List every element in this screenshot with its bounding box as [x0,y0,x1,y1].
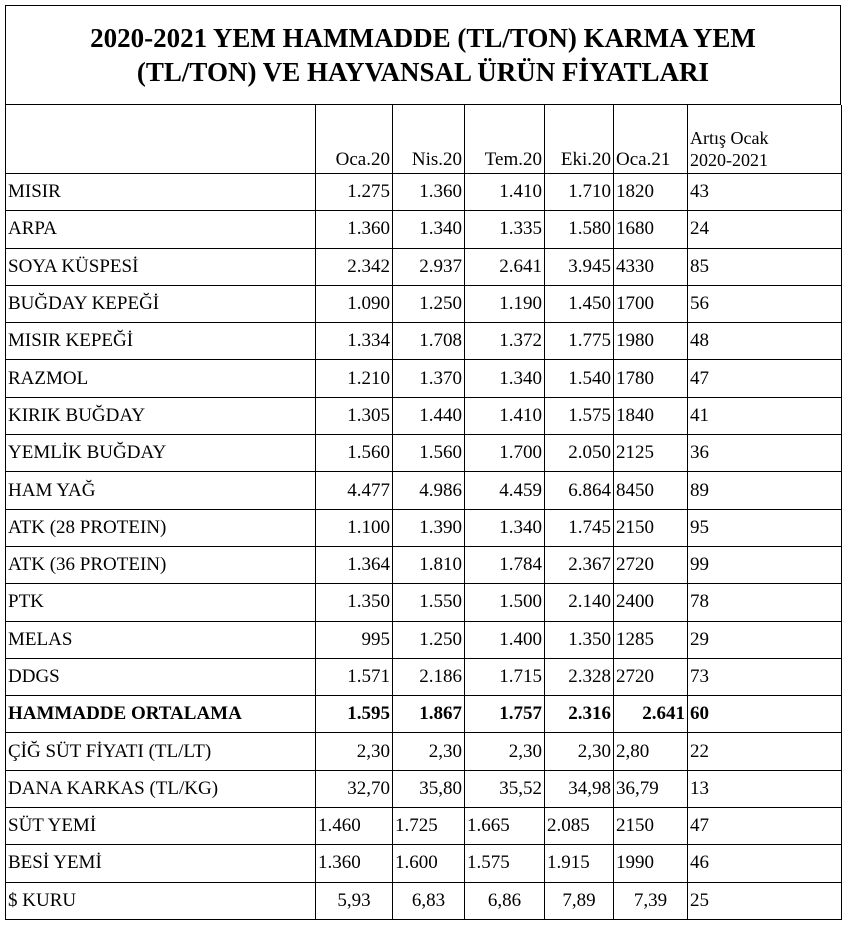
value-cell: 6.864 [545,472,614,509]
table-row [6,845,842,882]
row-label: ARPA [6,211,316,248]
table-row [6,174,842,211]
value-cell: 2,30 [465,733,545,770]
row-label: BESİ YEMİ [6,845,316,882]
value-cell: 2.085 [545,808,614,845]
header-cell-tem20: Tem.20 [465,105,545,174]
value-cell: 1.715 [465,658,545,695]
value-cell: 1.757 [465,696,545,733]
table-row [6,211,842,248]
value-cell: 1285 [614,621,688,658]
table-row [6,509,842,546]
value-cell: 25 [688,882,842,919]
value-cell: 1.360 [393,174,465,211]
table-row [6,285,842,322]
value-cell: 1990 [614,845,688,882]
value-cell: 5,93 [316,882,393,919]
value-cell: 2400 [614,584,688,621]
value-cell: 47 [688,360,842,397]
row-label: SOYA KÜSPESİ [6,248,316,285]
table-row [6,435,842,472]
value-cell: 73 [688,658,842,695]
value-cell: 1.090 [316,285,393,322]
value-cell: 1.775 [545,323,614,360]
value-cell: 1.410 [465,174,545,211]
value-cell: 1.500 [465,584,545,621]
table-row [6,733,842,770]
row-label: PTK [6,584,316,621]
header-artis-line-1: Artış Ocak [690,128,769,148]
value-cell: 1.350 [545,621,614,658]
value-cell: 2.641 [465,248,545,285]
table-row [6,658,842,695]
value-cell: 1.915 [545,845,614,882]
value-cell: 2.140 [545,584,614,621]
value-cell: 6,86 [465,882,545,919]
value-cell: 1.867 [393,696,465,733]
value-cell: 1.340 [393,211,465,248]
value-cell: 89 [688,472,842,509]
table-row [6,621,842,658]
value-cell: 2.316 [545,696,614,733]
value-cell: 1.600 [393,845,465,882]
value-cell: 1.340 [465,509,545,546]
value-cell: 2,80 [614,733,688,770]
value-cell: 1.784 [465,546,545,583]
value-cell: 1.305 [316,397,393,434]
value-cell: 1980 [614,323,688,360]
value-cell: 1.700 [465,435,545,472]
header-artis-line-2: 2020-2021 [690,150,768,170]
value-cell: 1.580 [545,211,614,248]
value-cell: 85 [688,248,842,285]
price-document [5,5,841,920]
value-cell: 1.540 [545,360,614,397]
value-cell: 1.390 [393,509,465,546]
value-cell: 1.335 [465,211,545,248]
row-label: RAZMOL [6,360,316,397]
table-row [6,472,842,509]
value-cell: 2.342 [316,248,393,285]
header-cell-name [6,105,316,174]
row-label: $ KURU [6,882,316,919]
title-line-1: 2020-2021 YEM HAMMADDE (TL/TON) KARMA YEM [90,23,756,53]
header-cell-nis20: Nis.20 [393,105,465,174]
value-cell: 1.571 [316,658,393,695]
value-cell: 41 [688,397,842,434]
table-row [6,360,842,397]
value-cell: 1.575 [545,397,614,434]
value-cell: 1.100 [316,509,393,546]
value-cell: 60 [688,696,842,733]
value-cell: 56 [688,285,842,322]
value-cell: 2.186 [393,658,465,695]
row-label: YEMLİK BUĞDAY [6,435,316,472]
value-cell: 2.367 [545,546,614,583]
table-row [6,770,842,807]
value-cell: 1.250 [393,621,465,658]
value-cell: 1.372 [465,323,545,360]
row-label: KIRIK BUĞDAY [6,397,316,434]
value-cell: 2125 [614,435,688,472]
value-cell: 7,39 [614,882,688,919]
value-cell: 1680 [614,211,688,248]
value-cell: 1.575 [465,845,545,882]
value-cell: 1.665 [465,808,545,845]
value-cell: 1.275 [316,174,393,211]
value-cell: 1820 [614,174,688,211]
value-cell: 2150 [614,509,688,546]
row-label: MISIR KEPEĞİ [6,323,316,360]
value-cell: 1.725 [393,808,465,845]
value-cell: 1.440 [393,397,465,434]
header-cell-artis [688,105,842,174]
table-header-row [6,105,842,174]
value-cell: 2,30 [393,733,465,770]
table-row [6,323,842,360]
value-cell: 3.945 [545,248,614,285]
value-cell: 1.410 [465,397,545,434]
row-label: DANA KARKAS (TL/KG) [6,770,316,807]
value-cell: 2720 [614,658,688,695]
table-row [6,546,842,583]
value-cell: 1700 [614,285,688,322]
value-cell: 7,89 [545,882,614,919]
header-cell-oca21: Oca.21 [614,105,688,174]
value-cell: 1.560 [316,435,393,472]
value-cell: 1.560 [393,435,465,472]
title-box [5,5,841,105]
value-cell: 29 [688,621,842,658]
value-cell: 4.477 [316,472,393,509]
row-label: ATK (36 PROTEIN) [6,546,316,583]
value-cell: 1.450 [545,285,614,322]
value-cell: 48 [688,323,842,360]
value-cell: 1.710 [545,174,614,211]
value-cell: 36 [688,435,842,472]
value-cell: 1.745 [545,509,614,546]
value-cell: 99 [688,546,842,583]
value-cell: 4.459 [465,472,545,509]
table-row [6,696,842,733]
value-cell: 1.460 [316,808,393,845]
value-cell: 2,30 [545,733,614,770]
value-cell: 2.937 [393,248,465,285]
value-cell: 35,52 [465,770,545,807]
title-line-2: (TL/TON) VE HAYVANSAL ÜRÜN FİYATLARI [136,57,710,87]
row-label: MISIR [6,174,316,211]
value-cell: 1.360 [316,211,393,248]
value-cell: 35,80 [393,770,465,807]
value-cell: 1.550 [393,584,465,621]
value-cell: 2720 [614,546,688,583]
value-cell: 1.190 [465,285,545,322]
value-cell: 22 [688,733,842,770]
value-cell: 24 [688,211,842,248]
row-label: HAMMADDE ORTALAMA [6,696,316,733]
row-label: BUĞDAY KEPEĞİ [6,285,316,322]
value-cell: 1.360 [316,845,393,882]
row-label: SÜT YEMİ [6,808,316,845]
value-cell: 32,70 [316,770,393,807]
value-cell: 46 [688,845,842,882]
table-row [6,248,842,285]
header-cell-oca20: Oca.20 [316,105,393,174]
value-cell: 1.370 [393,360,465,397]
table-row [6,808,842,845]
value-cell: 4.986 [393,472,465,509]
value-cell: 1.810 [393,546,465,583]
row-label: DDGS [6,658,316,695]
value-cell: 1.250 [393,285,465,322]
row-label: HAM YAĞ [6,472,316,509]
table-row [6,882,842,919]
value-cell: 1840 [614,397,688,434]
value-cell: 6,83 [393,882,465,919]
row-label: ATK (28 PROTEIN) [6,509,316,546]
value-cell: 2150 [614,808,688,845]
value-cell: 1.364 [316,546,393,583]
value-cell: 4330 [614,248,688,285]
value-cell: 995 [316,621,393,658]
value-cell: 2.328 [545,658,614,695]
value-cell: 2,30 [316,733,393,770]
table-row [6,397,842,434]
table-row [6,584,842,621]
value-cell: 8450 [614,472,688,509]
value-cell: 2.050 [545,435,614,472]
value-cell: 13 [688,770,842,807]
value-cell: 36,79 [614,770,688,807]
value-cell: 1.350 [316,584,393,621]
row-label: MELAS [6,621,316,658]
value-cell: 2.641 [614,696,688,733]
value-cell: 1.340 [465,360,545,397]
value-cell: 1.708 [393,323,465,360]
row-label: ÇİĞ SÜT FİYATI (TL/LT) [6,733,316,770]
value-cell: 1.210 [316,360,393,397]
value-cell: 43 [688,174,842,211]
value-cell: 78 [688,584,842,621]
value-cell: 95 [688,509,842,546]
value-cell: 1.334 [316,323,393,360]
price-table [5,105,842,920]
header-cell-eki20: Eki.20 [545,105,614,174]
value-cell: 47 [688,808,842,845]
value-cell: 1.400 [465,621,545,658]
value-cell: 1.595 [316,696,393,733]
value-cell: 1780 [614,360,688,397]
value-cell: 34,98 [545,770,614,807]
